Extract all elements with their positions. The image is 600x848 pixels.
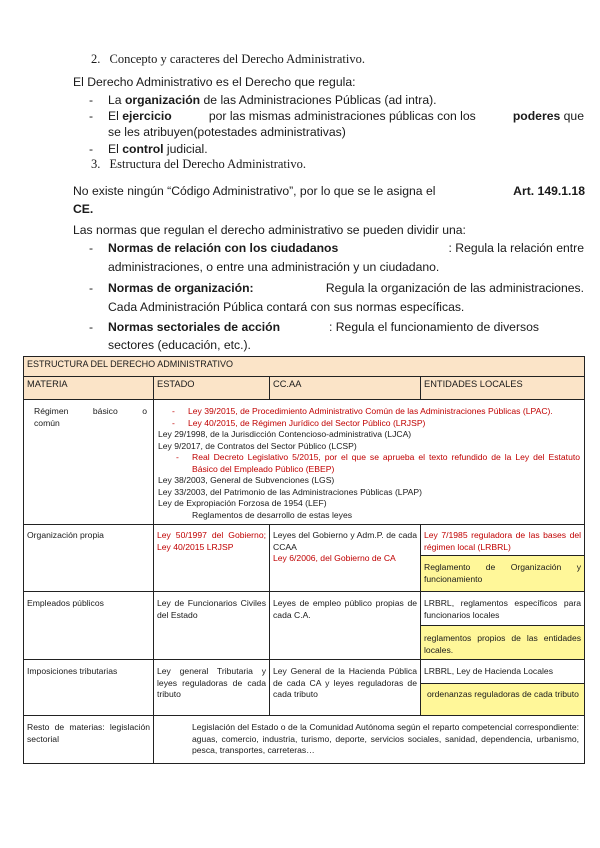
resto-content: Legislación del Estado o de la Comunidad Autónoma según el reparto competencial correspondiente: aguas, comercio, industria, turismo, deporte, servicios sociales, sanidad, dependencia, urbanismo, pesca, transportes, carreteras… <box>154 716 585 764</box>
header-ccaa: CC.AA <box>270 377 421 400</box>
header-estado: ESTADO <box>154 377 270 400</box>
local-empleados-reglamentos: reglamentos propios de las entidades locales. <box>421 626 585 660</box>
ccaa-tributarias: Ley General de la Hacienda Pública de cada CA y leyes reguladoras de cada tributo <box>270 660 421 716</box>
document-page: 2. Concepto y caracteres del Derecho Administrativo. El Derecho Administrativo es el Derecho que regula: - La organización de las Administraciones Públicas (ad intra). - El ejercicio por las mismas administraciones públicas con los poderes que se les atribuyen(potestades administrativas) - El control judicial. 3. Estructura del Derecho Administrativo. No existe ningún “Código Administrativo”, por lo que se le asigna el Art. 149.1.18 CE. Las normas que regulan el derecho administrativo se pueden dividir una: - Normas de relación con los ciudadanos : Regula la relación entre administraciones, o entre una administración y un ciudadano. - Normas de organización: Regula la organización de las administraciones. Cada Administración Pública contará con sus normas específicas. - Normas sectoriales de acción : Regula el funcionamiento de diversos sectores (educación, etc.). ESTRUCTURA DEL DERECHO ADMINISTRATIVO MATERIA ESTADO CC.AA ENTIDADES LOCALES Régimen básico o común - Ley 39/2015, de Procedimiento Administrativo Común de las Administraciones Públicas (LPAC). - Ley 40/2015, de Régimen Jurídico del Sector Público (LRJSP) Ley 29/1998, de la Jurisdicción Contencioso-administrativa (LJCA) Ley 9/2017, de Contratos del Sector Público (LCSP) - Real Decreto Legislativo 5/2015, por el que se aprueba el texto refundido de la Ley del Estatuto Básico del Empleado Público (EBEP) Ley 38/2003, General de Subvenciones (LGS) Ley 33/2003, del Patrimonio de las Administraciones Públicas (LPAP) Ley de Expropiación Forzosa de 1954 (LEF) Reglamentos de desarrollo de estas leyes Organización propia Ley 50/1997 del Gobierno; Ley 40/2015 LRJSP Leyes del Gobierno y Adm.P. de cada CCAA Ley 6/2006, del Gobierno de CA Ley 7/1985 reguladora de las bases del régimen local (LRBRL) Reglamento de Organización y funcionamiento Empleados públicos Ley de Funcionarios Civiles del Estado Leyes de empleo público propias de cada C.A. LRBRL, reglamentos específicos para funcionarios locales reglamentos propios de las entidades locales. Imposiciones tributarias Ley general Tributaria y leyes reguladoras de cada tributo Ley General de la Hacienda Pública de cada CA y leyes reguladoras de cada tributo LRBRL, Ley de Hacienda Locales ordenanzas reguladoras de cada tributo Resto de materias: legislación sectorial Legislación del Estado o de la Comunidad Autónoma según el reparto competencial correspondiente: aguas, comercio, industria, turismo, deporte, servicios sociales, sanidad, dependencia, urbanismo, pesca, transportes, carreteras… <box>0 0 600 848</box>
estado-organizacion: Ley 50/1997 del Gobierno; Ley 40/2015 LRJSP <box>154 525 270 592</box>
estado-tributarias: Ley general Tributaria y leyes reguladoras de cada tributo <box>154 660 270 716</box>
local-organizacion: Ley 7/1985 reguladora de las bases del régimen local (LRBRL) <box>421 525 585 556</box>
ccaa-empleados: Leyes de empleo público propias de cada C.A. <box>270 592 421 660</box>
materia-empleados: Empleados públicos <box>24 592 154 660</box>
section-heading-2 <box>91 52 365 67</box>
paragraph-codigo: No existe ningún “Código Administrativo”, por lo que se le asigna el Art. 149.1.18 <box>73 184 585 198</box>
local-organizacion-reglamento: Reglamento de Organización y funcionamiento <box>421 556 585 592</box>
paragraph-normas: Las normas que regulan el derecho administrativo se pueden dividir una: <box>73 223 466 237</box>
intro-paragraph: El Derecho Administrativo es el Derecho que regula: <box>73 75 356 89</box>
table-row <box>24 592 585 626</box>
table-row <box>24 660 585 684</box>
section-heading-3 <box>91 157 306 172</box>
header-materia: MATERIA <box>24 377 154 400</box>
local-tributarias: LRBRL, Ley de Hacienda Locales <box>421 660 585 684</box>
heading-text: Estructura del Derecho Administrativo. <box>109 157 306 171</box>
materia-resto: Resto de materias: legislación sectorial <box>24 716 154 764</box>
local-tributarias-ordenanzas: ordenanzas reguladoras de cada tributo <box>421 684 585 716</box>
paragraph-codigo-cont: CE. <box>73 202 94 216</box>
table-row <box>24 716 585 764</box>
heading-number: 3. <box>91 157 101 171</box>
local-empleados: LRBRL, reglamentos específicos para funcionarios locales <box>421 592 585 626</box>
header-entidades-locales: ENTIDADES LOCALES <box>421 377 585 400</box>
table-header-row <box>24 377 585 400</box>
table-row <box>24 400 585 525</box>
ccaa-organizacion: Leyes del Gobierno y Adm.P. de cada CCAA Ley 6/2006, del Gobierno de CA <box>270 525 421 592</box>
table-title-row <box>24 357 585 377</box>
table-row <box>24 525 585 556</box>
table-title: ESTRUCTURA DEL DERECHO ADMINISTRATIVO <box>24 357 585 377</box>
materia-tributarias: Imposiciones tributarias <box>24 660 154 716</box>
heading-text: Concepto y caracteres del Derecho Administrativo. <box>109 52 365 66</box>
materia-cell: Régimen básico o común <box>24 400 154 525</box>
materia-organizacion: Organización propia <box>24 525 154 592</box>
estado-empleados: Ley de Funcionarios Civiles del Estado <box>154 592 270 660</box>
regimen-content: - Ley 39/2015, de Procedimiento Administrativo Común de las Administraciones Públicas (LPAC). - Ley 40/2015, de Régimen Jurídico del Sector Público (LRJSP) Ley 29/1998, de la Jurisdicción Contencioso-administrativa (LJCA) Ley 9/2017, de Contratos del Sector Público (LCSP) - Real Decreto Legislativo 5/2015, por el que se aprueba el texto refundido de la Ley del Estatuto Básico del Empleado Público (EBEP) Ley 38/2003, General de Subvenciones (LGS) Ley 33/2003, del Patrimonio de las Administraciones Públicas (LPAP) Ley de Expropiación Forzosa de 1954 (LEF) Reglamentos de desarrollo de estas leyes <box>154 400 585 525</box>
heading-number: 2. <box>91 52 101 66</box>
estructura-table <box>23 356 585 764</box>
